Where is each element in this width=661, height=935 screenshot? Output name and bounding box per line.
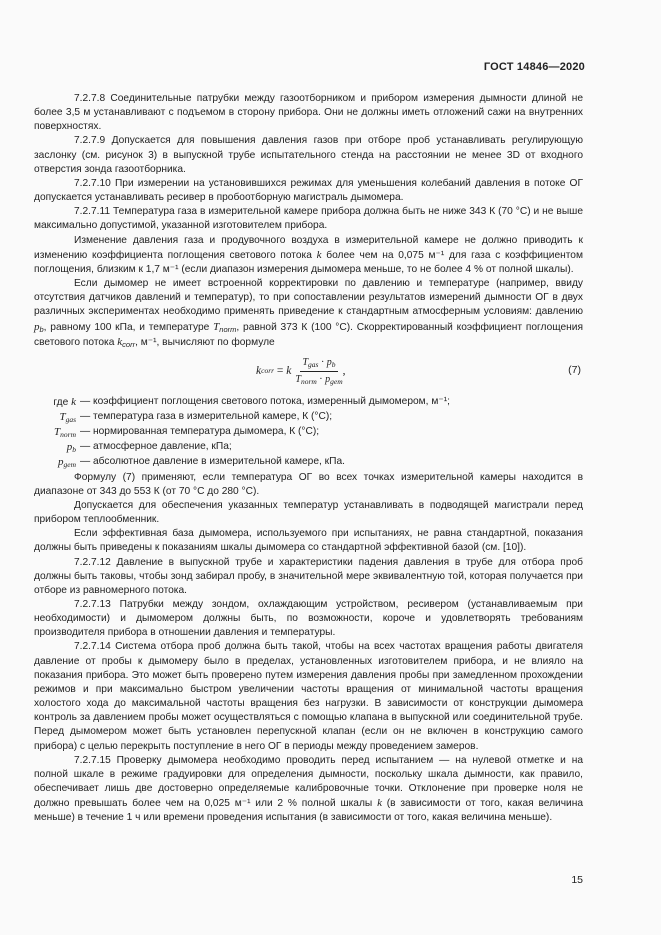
paragraph-7-2-7-12: 7.2.7.12 Давление в выпускной трубе и характеристики падения давления в трубе для отбора проб должны быть таковы, чтобы зонд забирал пробу, в значительной мере эквивалентную той, которая получается при отборе из равномерного потока.	[34, 556, 583, 596]
page-number: 15	[571, 874, 583, 886]
where-item: где k — коэффициент поглощения светового потока, измеренный дымомером, м⁻¹;	[53, 395, 450, 408]
where-item: $p_b$ — атмосферное давление, кПа;	[66, 441, 232, 455]
where-item: $p_{gem}$ — абсолютное давление в измерительной камере, кПа.	[58, 456, 345, 470]
paragraph-pressure-change: Изменение давления газа и продувочного воздуха в измерительной камере не должно приводить к изменению коэффициента поглощения светового потока k более чем на 0,075 м⁻¹ для газа с коэффициентом поглощения, близким к 1,7 м⁻¹ (если диапазон измерения дымомера меньше, то не более 4 % от полной шкалы).	[34, 234, 583, 275]
paragraph-7-2-7-8: 7.2.7.8 Соединительные патрубки между газоотборником и прибором измерения дымности длиной не более 3,5 м устанавливают с подъемом в сторону прибора. Они не должны иметь отложений сажи на внутренних поверхностях.	[34, 93, 583, 133]
paragraph-7-2-7-15: 7.2.7.15 Проверку дымомера необходимо проводить перед испытанием — на нулевой отметке и на полной шкале в режиме градуировки для определения дымности, поскольку шкала дымности, как правило, обеспечивает лишь две достоверно определяемые калибровочные точки. Отклонение при проверке ноля не должно превышать более чем на 0,025 м⁻¹ или 2 % полной шкалы k (в зависимости от того, какая величина меньше) в течение 1 ч или времени проведения испытания (в зависимости от того, какая величина меньше).	[34, 754, 583, 824]
paragraph-heat-exchanger: Допускается для обеспечения указанных температур устанавливать в подводящей магистрали перед прибором теплообменник.	[34, 499, 583, 526]
formula-7: k corr = k $\frac{T_{gas} \cdot p_b}{T_{norm} \cdot p_{gem}}$ , (7)	[256, 356, 581, 386]
body-text	[34, 92, 583, 826]
paragraph-7-2-7-11: 7.2.7.11 Температура газа в измерительной камере прибора должна быть не ниже 343 К (70 °С) и не выше максимально допустимой, указанной изготовителем прибора.	[34, 206, 583, 232]
standard-header: ГОСТ 14846—2020	[483, 61, 585, 73]
formula-number: (7)	[568, 363, 581, 376]
paragraph-formula-range: Формулу (7) применяют, если температура ОГ во всех точках измерительной камеры находится в диапазоне от 343 до 553 К (от 70 °С до 280 °С).	[34, 471, 583, 497]
paragraph-7-2-7-14: 7.2.7.14 Система отбора проб должна быть такой, чтобы на всех частотах вращения работы двигателя давление от пробы к дымомеру было в пределах, установленных изготовителем прибора, и не влияло на показания прибора. Это может быть проверено путем измерения давления пробы при замедленном прохождении режимов и при максимально быстром увеличении частоты вращения от минимальной частоты вращения холостого хода до максимальной частоты вращения без нагрузки. В зависимости от конструкции дымомера контроль за давлением пробы может осуществляться с помощью клапана в выпускной или соединительной трубе. Перед дымомером может быть установлен перепускной клапан (если он не включен в конструкцию самого прибора) с целью перекрыть поступление в него ОГ в периоды между проведением замеров.	[34, 641, 583, 752]
where-item: $T_{norm}$ — нормированная температура дымомера, К (°С);	[54, 426, 320, 440]
paragraph-7-2-7-13: 7.2.7.13 Патрубки между зондом, охлаждающим устройством, ресивером (устанавливаемым при необходимости) и дымомером должны быть, по возможности, короче и удовлетворять требованиям производителя прибора в отношении давления и температуры.	[34, 599, 583, 639]
paragraph-7-2-7-9: 7.2.7.9 Допускается для повышения давления газов при отборе проб устанавливать регулирующую заслонку (см. рисунок 3) в выпускной трубе испытательного стенда на расстоянии не менее 3D от входного отверстия зонда газоотборника.	[34, 135, 583, 175]
paragraph-effective-base: Если эффективная база дымомера, используемого при испытаниях, не равна стандартной, показания должны быть приведены к показаниям шкалы дымомера со стандартной эффективной базой (см. [10]).	[34, 528, 583, 554]
formula-fraction: $\frac{T_{gas} \cdot p_b}{T_{norm} \cdot p_{gem}}$	[295, 356, 343, 386]
symbol-k: k	[316, 248, 322, 261]
where-list	[34, 395, 583, 471]
paragraph-7-2-7-10: 7.2.7.10 При измерении на установившихся режимах для уменьшения колебаний давления в потоке ОГ допускается устанавливать ресивер в пробоотборную магистраль дымомера.	[34, 177, 583, 204]
where-item: $T_{gas}$ — температура газа в измерительной камере, К (°С);	[59, 410, 333, 424]
paragraph-correction: Если дымомер не имеет встроенной корректировки по давлению и температуре (например, ввиду отсутствия датчиков давлений и температур), то при сопоставлении результатов измерений дымности ОГ в двух различных экспериментах необходимо применять приведение к стандартным атмосферным условиям: давлению $p_b$, равному 100 кПа, и температуре $T_{norm}$, равной 373 К (100 °С). Скорректированный коэффициент поглощения светового потока $k_{corr}$, м⁻¹, вычисляют по формуле	[34, 278, 583, 349]
